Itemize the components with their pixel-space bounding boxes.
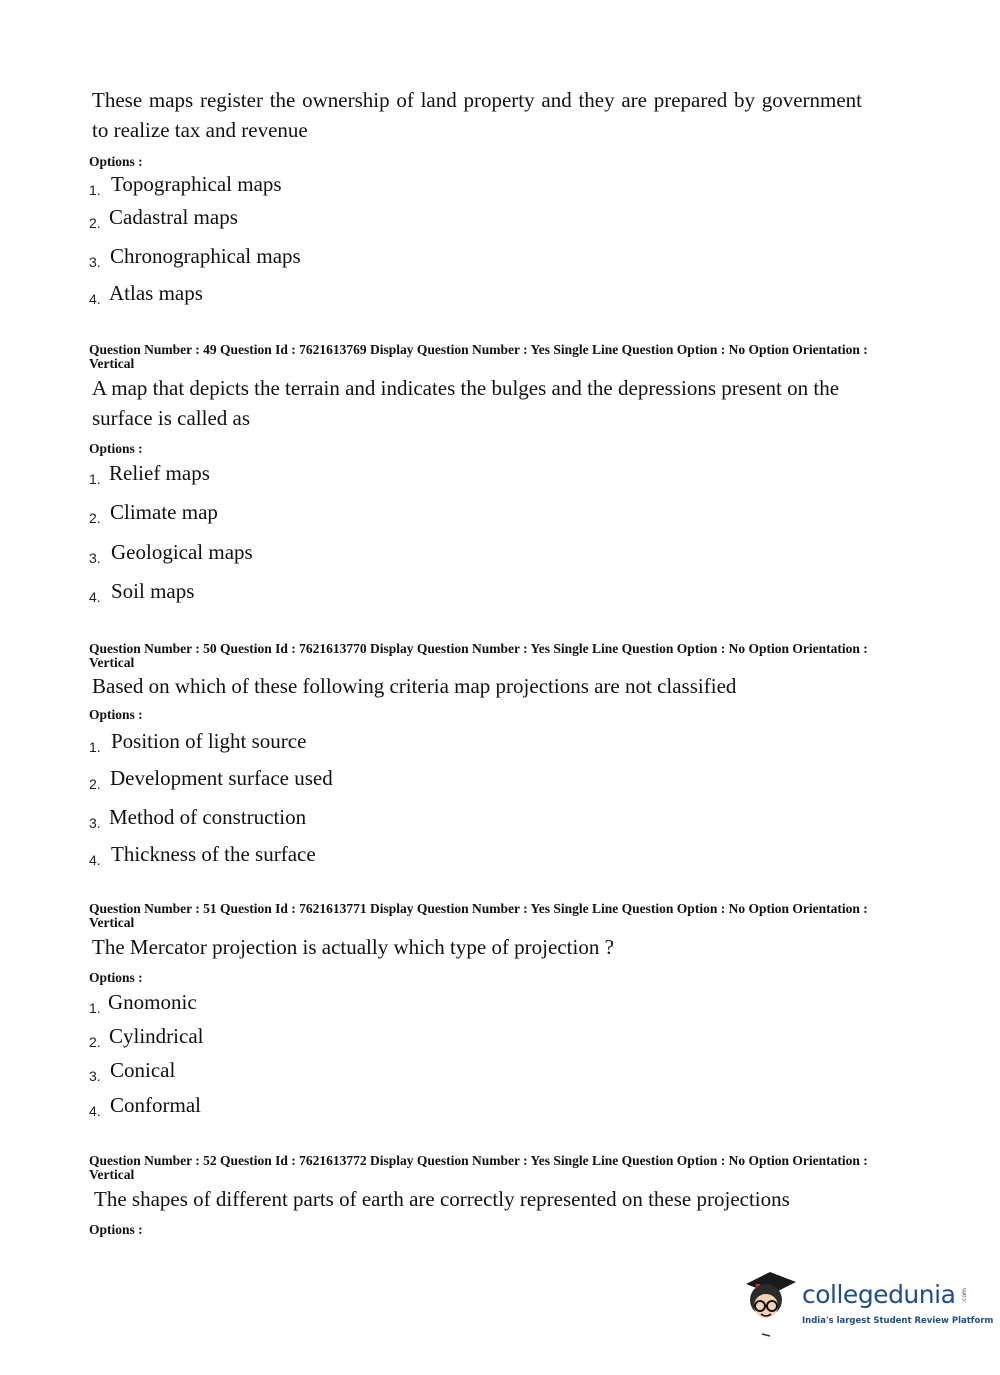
question-49-options-label: Options : (89, 441, 143, 456)
option-number: 1. (89, 182, 101, 198)
question-49-option-2 (89, 500, 689, 530)
question-50-option-3 (89, 805, 689, 835)
option-number: 2. (89, 510, 101, 526)
question-48-option-1 (89, 172, 689, 202)
question-48-option-2 (89, 205, 689, 235)
question-49-option-4 (89, 579, 689, 609)
option-number: 1. (89, 471, 101, 487)
question-51-option-2 (89, 1024, 689, 1054)
logo-wordmark: collegedunia (802, 1280, 956, 1309)
option-number: 3. (89, 1068, 101, 1084)
option-text: Atlas maps (109, 281, 203, 305)
question-50-option-4 (89, 842, 689, 872)
question-51-meta: Question Number : 51 Question Id : 7621613771 Display Question Number : Yes Single Line Question Option : No Option Orientation : Vertical (89, 901, 868, 930)
option-number: 3. (89, 815, 101, 831)
question-52-text: The shapes of different parts of earth are correctly represented on these projections (94, 1187, 790, 1211)
option-text: Gnomonic (108, 990, 197, 1014)
option-text: Relief maps (109, 461, 210, 485)
question-49-option-1 (89, 461, 689, 491)
logo-tagline: India's largest Student Review Platform (802, 1316, 994, 1326)
student-mascot-icon (740, 1270, 802, 1340)
question-48-option-3 (89, 244, 689, 274)
option-number: 4. (89, 852, 101, 868)
option-text: Conformal (110, 1093, 201, 1117)
question-50-options-label: Options : (89, 707, 143, 722)
option-text: Thickness of the surface (111, 842, 316, 866)
option-number: 3. (89, 550, 101, 566)
question-51-option-3 (89, 1058, 689, 1088)
option-number: 4. (89, 589, 101, 605)
option-number: 4. (89, 291, 101, 307)
option-text: Geological maps (111, 540, 253, 564)
logo-suffix: .com (960, 1288, 968, 1303)
question-48-options-label: Options : (89, 154, 143, 169)
question-48-option-4 (89, 281, 689, 311)
collegedunia-logo (740, 1270, 994, 1340)
question-52-options-label: Options : (89, 1222, 143, 1237)
option-text: Conical (110, 1058, 176, 1082)
question-49-text: A map that depicts the terrain and indicates the bulges and the depressions present on the surface is called as (92, 376, 840, 430)
question-51-option-1 (89, 990, 689, 1020)
option-text: Position of light source (111, 729, 307, 753)
question-50-option-2 (89, 766, 689, 796)
option-text: Topographical maps (111, 172, 282, 196)
option-text: Cadastral maps (109, 205, 238, 229)
option-text: Development surface used (110, 766, 333, 790)
option-text: Soil maps (111, 579, 195, 603)
question-49-option-3 (89, 540, 689, 570)
question-51-text: The Mercator projection is actually which type of projection ? (92, 935, 614, 959)
option-text: Cylindrical (109, 1024, 204, 1048)
option-number: 4. (89, 1103, 101, 1119)
option-text: Method of construction (109, 805, 307, 829)
option-number: 2. (89, 776, 101, 792)
option-number: 2. (89, 1034, 101, 1050)
question-51-option-4 (89, 1093, 689, 1123)
option-number: 1. (89, 1000, 101, 1016)
question-51-options-label: Options : (89, 970, 143, 985)
question-48-text: These maps register the ownership of land property and they are prepared by government to realize tax and revenue (92, 88, 862, 142)
option-number: 1. (89, 739, 101, 755)
question-50-meta: Question Number : 50 Question Id : 7621613770 Display Question Number : Yes Single Line Question Option : No Option Orientation : Vertical (89, 641, 868, 670)
option-number: 2. (89, 215, 101, 231)
question-52-meta: Question Number : 52 Question Id : 7621613772 Display Question Number : Yes Single Line Question Option : No Option Orientation : Vertical (89, 1153, 868, 1182)
question-49-meta: Question Number : 49 Question Id : 7621613769 Display Question Number : Yes Single Line Question Option : No Option Orientation : Vertical (89, 342, 868, 371)
question-50-option-1 (89, 729, 689, 759)
question-50-text: Based on which of these following criteria map projections are not classified (92, 674, 737, 698)
option-text: Chronographical maps (110, 244, 301, 268)
option-number: 3. (89, 254, 101, 270)
option-text: Climate map (110, 500, 218, 524)
